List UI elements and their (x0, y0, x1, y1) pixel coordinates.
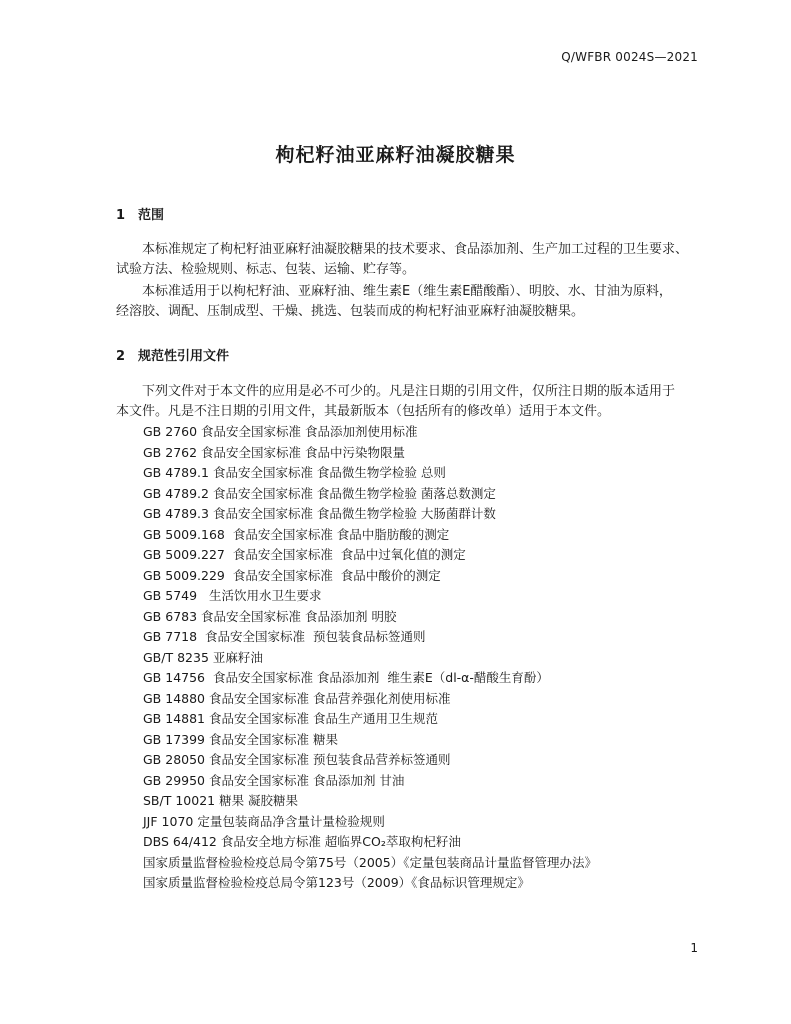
reference-item: GB 2762 食品安全国家标准 食品中污染物限量 (143, 444, 405, 460)
reference-item: GB 5009.168 食品安全国家标准 食品中脂肪酸的测定 (143, 526, 450, 542)
paragraph-line: 本文件。凡是不注日期的引用文件，其最新版本（包括所有的修改单）适用于本文件。 (116, 404, 611, 419)
reference-item: GB 4789.1 食品安全国家标准 食品微生物学检验 总则 (143, 465, 446, 480)
paragraph-line: 试验方法、检验规则、标志、包装、运输、贮存等。 (116, 262, 416, 277)
section-2-intro-paragraph (116, 382, 706, 422)
page-number: 1 (690, 941, 698, 955)
reference-item: GB 14880 食品安全国家标准 食品营养强化剂使用标准 (143, 690, 451, 706)
reference-item: JJF 1070 定量包装商品净含量计量检验规则 (143, 813, 385, 829)
document-code: Q/WFBR 0024S—2021 (561, 50, 698, 64)
reference-item: GB 2760 食品安全国家标准 食品添加剂使用标准 (143, 424, 418, 439)
reference-item: GB 4789.2 食品安全国家标准 食品微生物学检验 菌落总数测定 (143, 485, 496, 501)
section-1-number: 1 (116, 208, 126, 223)
reference-list (143, 422, 703, 894)
reference-item: GB 28050 食品安全国家标准 预包装食品营养标签通则 (143, 752, 451, 767)
reference-item: GB 5749 生活饮用水卫生要求 (143, 588, 322, 603)
paragraph-line: 下列文件对于本文件的应用是必不可少的。凡是注日期的引用文件，仅所注日期的版本适用于 (142, 384, 676, 399)
paragraph-line: 经溶胶、调配、压制成型、干燥、挑选、包装而成的枸杞籽油亚麻籽油凝胶糖果。 (116, 304, 585, 319)
section-2-title: 规范性引用文件 (138, 349, 230, 364)
reference-item: GB 6783 食品安全国家标准 食品添加剂 明胶 (143, 608, 397, 624)
reference-item: GB 17399 食品安全国家标准 糖果 (143, 731, 338, 747)
reference-item: GB 5009.227 食品安全国家标准 食品中过氧化值的测定 (143, 547, 466, 562)
reference-item: GB 4789.3 食品安全国家标准 食品微生物学检验 大肠菌群计数 (143, 506, 496, 521)
section-1-heading (116, 204, 164, 223)
section-1-title: 范围 (138, 208, 165, 223)
reference-item: GB 14881 食品安全国家标准 食品生产通用卫生规范 (143, 711, 438, 726)
reference-item: 国家质量监督检验检疫总局令第123号（2009）《食品标识管理规定》 (143, 875, 530, 890)
paragraph-line: 本标准规定了枸杞籽油亚麻籽油凝胶糖果的技术要求、食品添加剂、生产加工过程的卫生要求、 (142, 242, 689, 257)
document-title: 枸杞籽油亚麻籽油凝胶糖果 (275, 144, 516, 166)
reference-item: GB 5009.229 食品安全国家标准 食品中酸价的测定 (143, 567, 441, 583)
reference-item: DBS 64/412 食品安全地方标准 超临界CO₂萃取枸杞籽油 (143, 834, 461, 849)
paragraph-line: 本标准适用于以枸杞籽油、亚麻籽油、维生素E（维生素E醋酸酯）、明胶、水、甘油为原料， (142, 284, 672, 299)
section-1-scope-paragraph-2 (116, 282, 706, 322)
section-1-scope-paragraph-1 (116, 240, 706, 280)
reference-item: 国家质量监督检验检疫总局令第75号（2005）《定量包装商品计量监督管理办法》 (143, 854, 597, 870)
reference-item: GB 29950 食品安全国家标准 食品添加剂 甘油 (143, 772, 405, 788)
reference-item: GB 14756 食品安全国家标准 食品添加剂 维生素E（dl-α-醋酸生育酚） (143, 670, 549, 685)
reference-item: GB/T 8235 亚麻籽油 (143, 649, 263, 665)
section-2-heading (116, 345, 229, 364)
reference-item: GB 7718 食品安全国家标准 预包装食品标签通则 (143, 629, 426, 644)
reference-item: SB/T 10021 糖果 凝胶糖果 (143, 793, 299, 808)
section-2-number: 2 (116, 349, 126, 364)
